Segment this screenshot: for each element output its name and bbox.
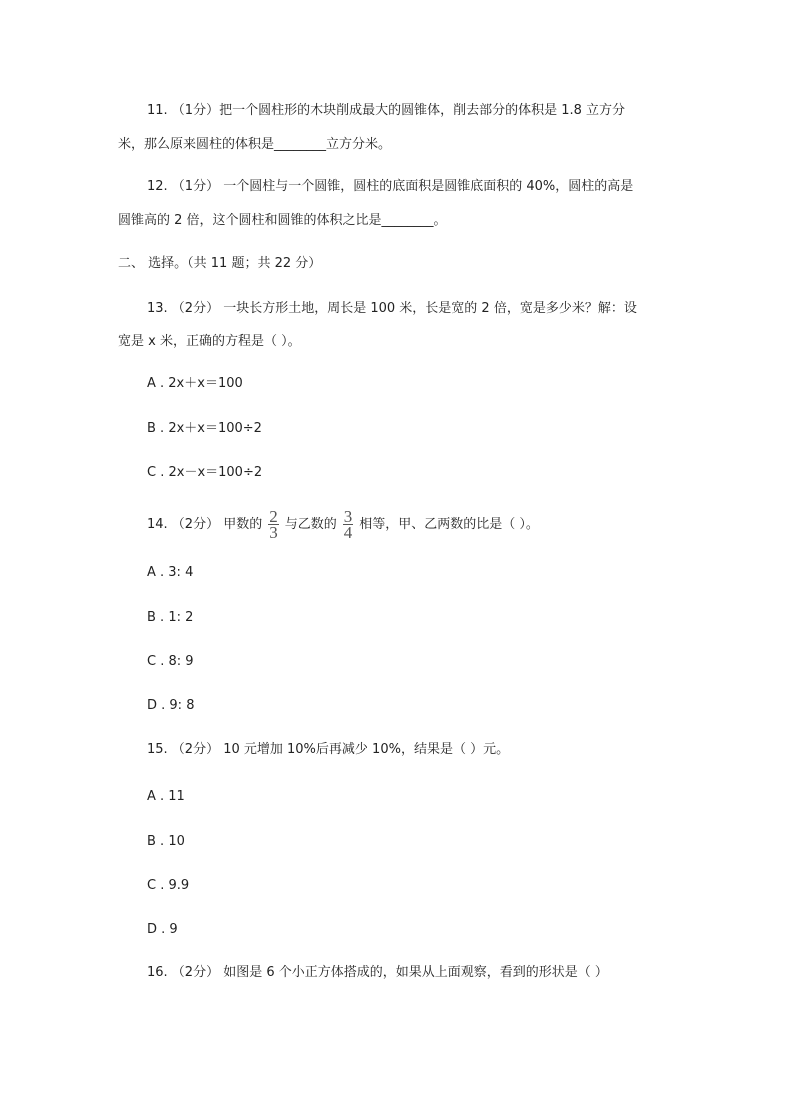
q14-line-1 — [147, 505, 539, 545]
q14-prefix: 14. （2分） 甲数的 — [147, 517, 263, 532]
q13-option-a[interactable]: A . 2x＋x＝100 — [147, 376, 243, 391]
q13-line-1: 13. （2分） 一块长方形土地，周长是 100 米，长是宽的 2 倍，宽是多少米？解：设 — [147, 301, 637, 316]
fraction-denominator: 4 — [343, 523, 353, 542]
q15-option-b[interactable]: B . 10 — [147, 834, 185, 849]
fraction-numerator: 3 — [343, 507, 353, 526]
q14-option-b[interactable]: B . 1: 2 — [147, 610, 194, 625]
q15-option-d[interactable]: D . 9 — [147, 922, 178, 937]
q14-option-c[interactable]: C . 8: 9 — [147, 654, 194, 669]
q15-option-a[interactable]: A . 11 — [147, 789, 185, 804]
section-heading: 二、 选择。（共 11 题；共 22 分） — [118, 256, 322, 271]
q14-suffix: 相等，甲、乙两数的比是（ ）。 — [359, 517, 539, 532]
q11-line-1: 11. （1分）把一个圆柱形的木块削成最大的圆锥体，削去部分的体积是 1.8 立方分 — [147, 103, 626, 118]
q12-line-1: 12. （1分） 一个圆柱与一个圆锥，圆柱的底面积是圆锥底面积的 40%，圆柱的高是 — [147, 179, 634, 194]
q13-option-b[interactable]: B . 2x＋x＝100÷2 — [147, 421, 262, 436]
fraction-two-thirds — [268, 509, 279, 540]
fraction-three-quarters — [343, 509, 354, 540]
fraction-denominator: 3 — [269, 523, 278, 542]
q12-line-2: 圆锥高的 2 倍，这个圆柱和圆锥的体积之比是________。 — [118, 213, 447, 228]
q14-option-a[interactable]: A . 3: 4 — [147, 565, 194, 580]
q13-option-c[interactable]: C . 2x－x＝100÷2 — [147, 465, 263, 480]
q13-line-2: 宽是 x 米，正确的方程是（ ）。 — [118, 334, 301, 349]
q16-line-1: 16. （2分） 如图是 6 个小正方体搭成的，如果从上面观察，看到的形状是（ ） — [147, 965, 608, 980]
q14-middle: 与乙数的 — [284, 517, 337, 532]
q11-line-2: 米，那么原来圆柱的体积是________立方分米。 — [118, 137, 392, 152]
q15-line-1: 15. （2分） 10 元增加 10%后再减少 10%，结果是（ ）元。 — [147, 742, 510, 757]
q14-option-d[interactable]: D . 9: 8 — [147, 698, 195, 713]
fraction-numerator: 2 — [269, 507, 278, 526]
q15-option-c[interactable]: C . 9.9 — [147, 878, 190, 893]
